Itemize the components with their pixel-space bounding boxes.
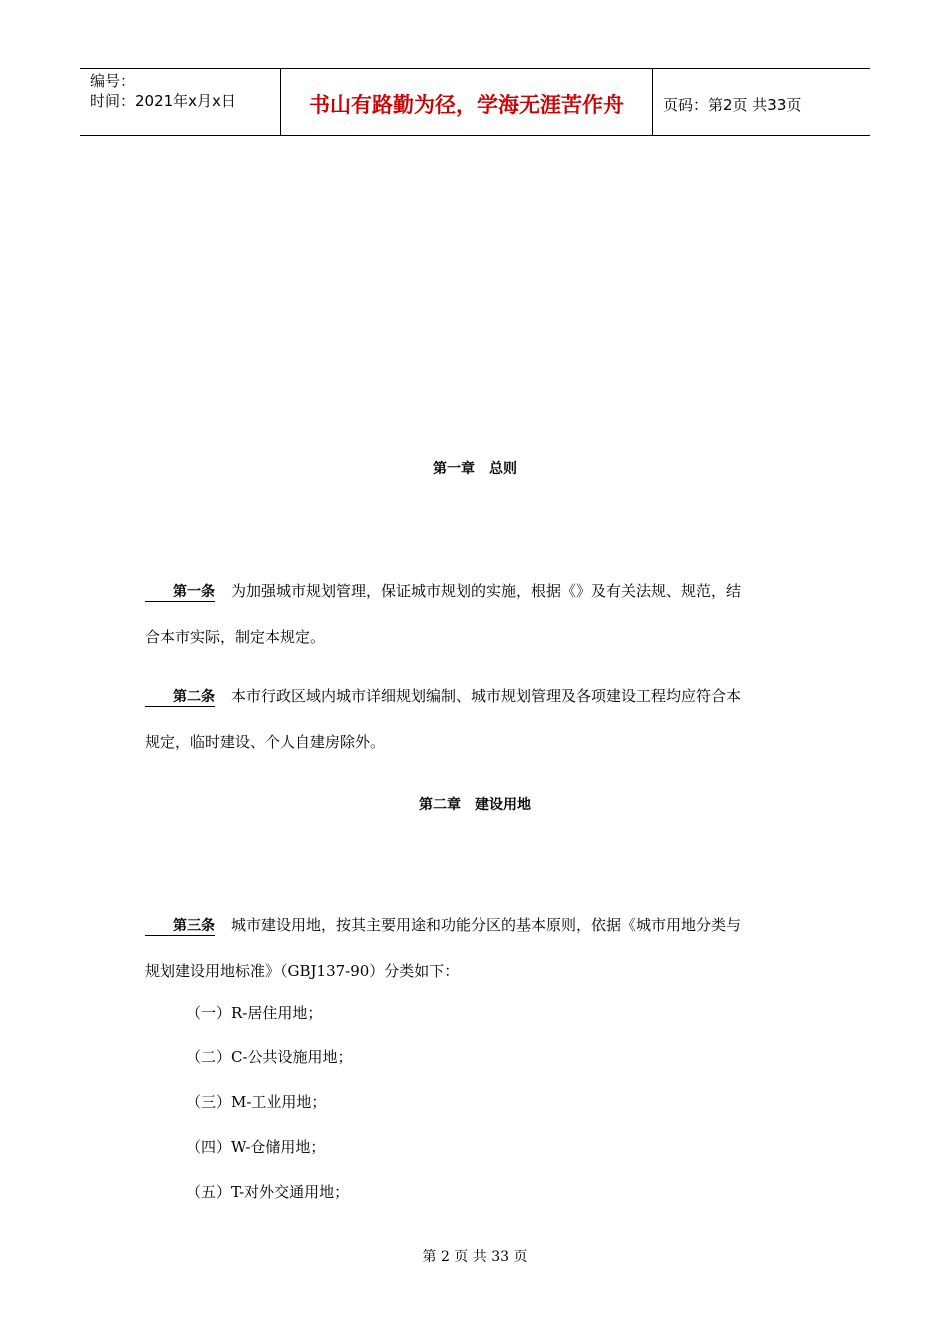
list-item: （四）W-仓储用地； (186, 1138, 326, 1156)
article-label: 第三条 (145, 917, 215, 936)
article-label: 第一条 (145, 583, 215, 602)
header-page-info: 页码：第2页 共33页 (663, 95, 802, 114)
article-text: 城市建设用地，按其主要用途和功能分区的基本原则，依据《城市用地分类与 (231, 916, 742, 934)
list-item: （一）R-居住用地； (186, 1004, 323, 1022)
list-item: （二）C-公共设施用地； (186, 1048, 353, 1066)
list-item: （五）T-对外交通用地； (186, 1183, 350, 1201)
article-text: 规划建设用地标准》（GBJ137-90）分类如下： (145, 962, 460, 980)
document-date: 时间：2021年x月x日 (90, 92, 236, 110)
article-text: 规定，临时建设、个人自建房除外。 (145, 733, 386, 751)
chapter-title-1: 第一章 总则 (433, 461, 517, 477)
article-text: 合本市实际，制定本规定。 (145, 628, 326, 646)
chapter-title-2: 第二章 建设用地 (419, 797, 531, 813)
article-1 (145, 568, 805, 660)
page-footer: 第 2 页 共 33 页 (422, 1249, 528, 1265)
document-number-label: 编号： (90, 72, 136, 90)
header-meta (80, 69, 281, 135)
page-header (80, 68, 870, 136)
header-motto: 书山有路勤为径，学海无涯苦作舟 (281, 69, 653, 135)
article-2 (145, 673, 805, 765)
article-3 (145, 902, 805, 994)
list-item: （三）M-工业用地； (186, 1093, 327, 1111)
article-text: 本市行政区域内城市详细规划编制、城市规划管理及各项建设工程均应符合本 (231, 687, 742, 705)
article-text: 为加强城市规划管理，保证城市规划的实施，根据《》及有关法规、规范，结 (231, 582, 742, 600)
article-label: 第二条 (145, 688, 215, 707)
